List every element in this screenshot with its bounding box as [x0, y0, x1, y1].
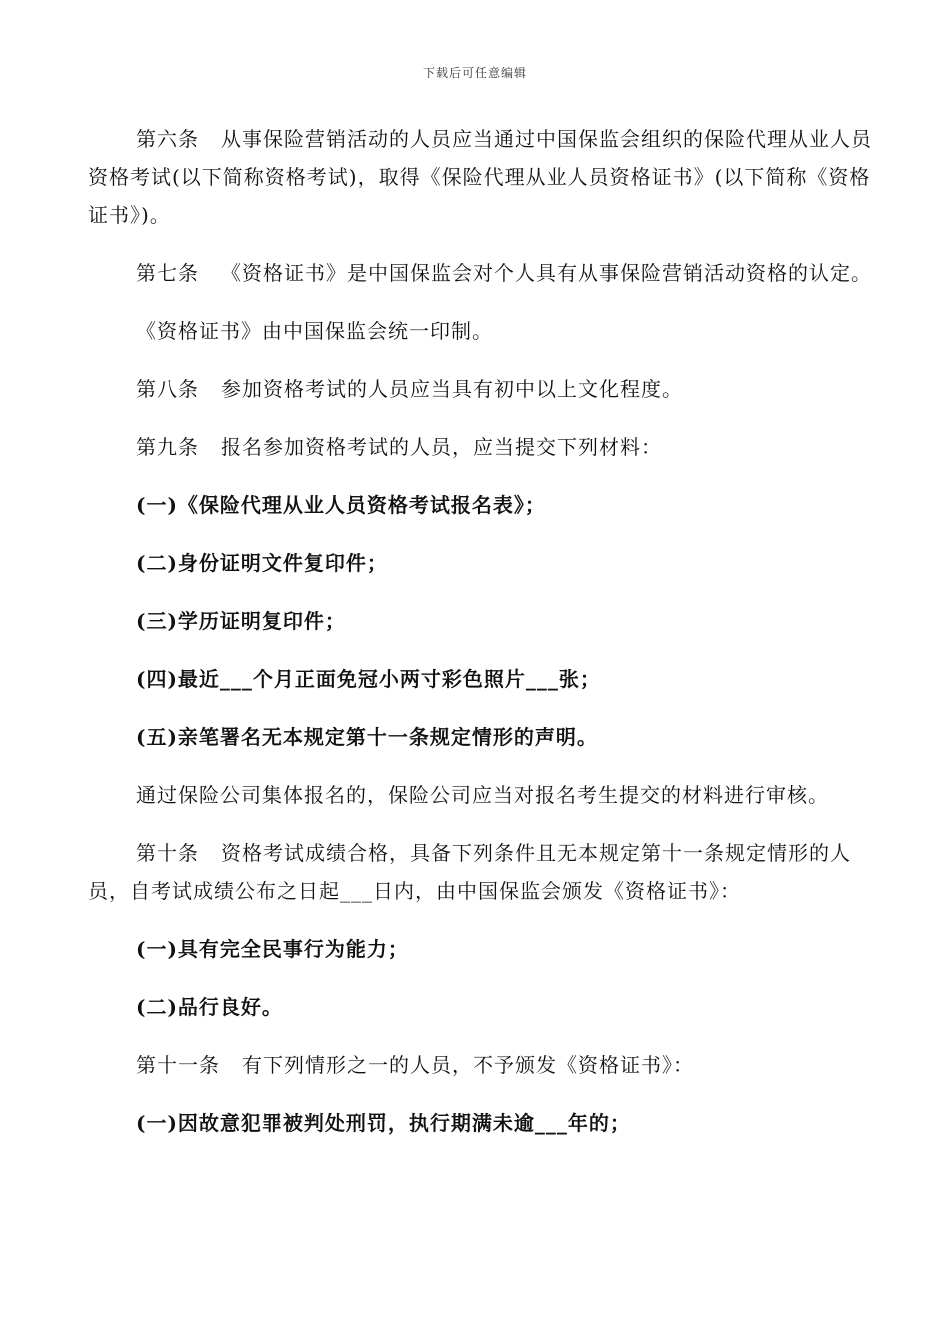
- list-item-criminal-record: (一)因故意犯罪被判处刑罚，执行期满未逾___年的；: [136, 1111, 631, 1135]
- article-text: 从事保险营销活动的人员应当通过中国保监会组织的保险代理从业人员资格考试(以下简称资格考试)，取得《保险代理从业人员资格证书》(以下简称《资格证书》)。: [88, 127, 872, 227]
- group-registration-note: 通过保险公司集体报名的，保险公司应当对报名考生提交的材料进行审核。: [136, 783, 829, 807]
- page-header-note: 下载后可任意编辑: [422, 66, 527, 80]
- list-item-id-copy: (二)身份证明文件复印件；: [136, 551, 388, 575]
- document-body: [88, 120, 878, 1162]
- article-number: 第七条: [136, 261, 199, 285]
- article-text: 报名参加资格考试的人员，应当提交下列材料：: [221, 435, 662, 459]
- article-text: 资格考试成绩合格，具备下列条件且无本规定第十一条规定情形的人员，自考试成绩公布之日起___日内，由中国保监会颁发《资格证书》：: [88, 841, 851, 903]
- article-number: 第六条: [136, 127, 199, 151]
- article-text: 参加资格考试的人员应当具有初中以上文化程度。: [221, 377, 683, 401]
- article-number: 第十条: [136, 841, 199, 865]
- article-text: 有下列情形之一的人员，不予颁发《资格证书》：: [242, 1053, 694, 1077]
- article-10: [88, 834, 878, 910]
- list-item-education-copy: (三)学历证明复印件；: [136, 609, 346, 633]
- certificate-print-note: 《资格证书》由中国保监会统一印制。: [136, 319, 493, 343]
- article-6: [88, 120, 878, 234]
- article-7: [88, 254, 878, 292]
- article-9: [88, 428, 878, 466]
- article-text: 《资格证书》是中国保监会对个人具有从事保险营销活动资格的认定。: [221, 261, 872, 285]
- list-item-civil-capacity: (一)具有完全民事行为能力；: [136, 937, 409, 961]
- list-item-registration-form: (一)《保险代理从业人员资格考试报名表》；: [136, 493, 546, 517]
- article-number: 第九条: [136, 435, 199, 459]
- list-item-photos: (四)最近___个月正面免冠小两寸彩色照片___张；: [136, 667, 601, 691]
- article-number: 第十一条: [136, 1053, 220, 1077]
- list-item-declaration: (五)亲笔署名无本规定第十一条规定情形的声明。: [136, 725, 598, 749]
- list-item-good-conduct: (二)品行良好。: [136, 995, 283, 1019]
- article-11: [88, 1046, 878, 1084]
- article-8: [88, 370, 878, 408]
- article-number: 第八条: [136, 377, 199, 401]
